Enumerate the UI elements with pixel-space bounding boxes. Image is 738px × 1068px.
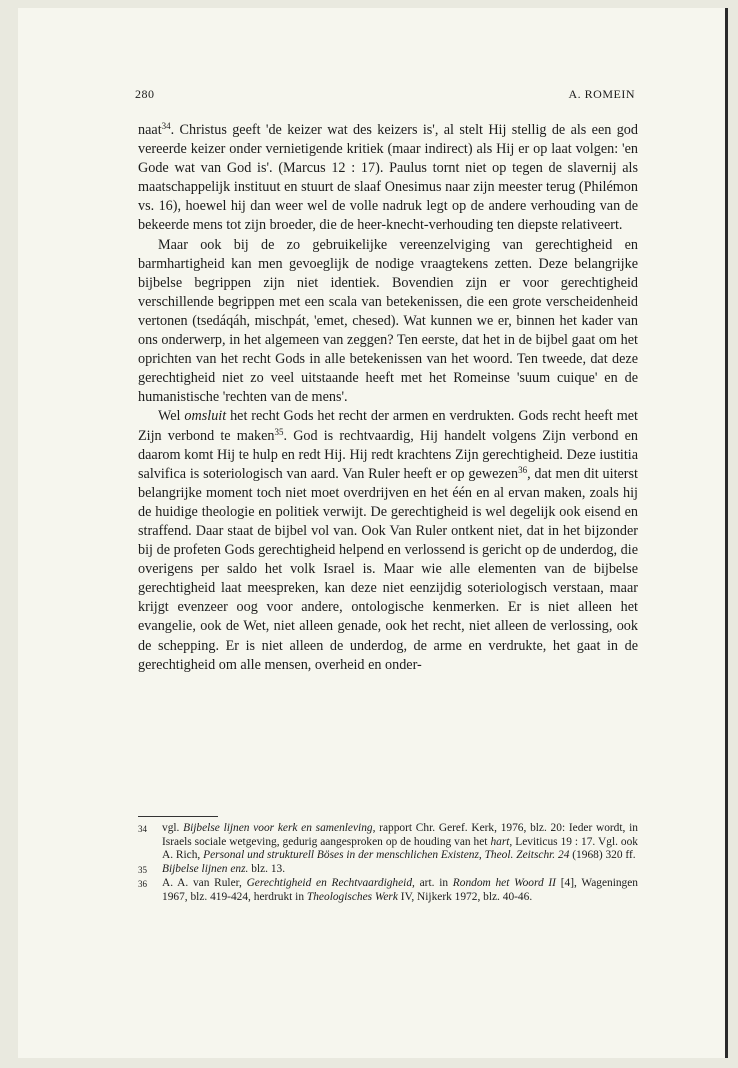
emphasis-omsluit: omsluit	[184, 408, 227, 425]
footnote-ref-34[interactable]: 34	[161, 121, 171, 131]
footnote-number: 34	[138, 824, 147, 834]
footnote-36	[138, 877, 638, 904]
footnote-text: vgl. Bijbelse lijnen voor kerk en samenleving, rapport Chr. Geref. Kerk, 1976, blz. 20: Ieder wordt, in Israels sociale wetgeving, gedurig aangesproken op de houding van het hart, Leviticus 19 : 17. Vgl. ook A. Rich, Personal und strukturell Böses in der menschlichen Existenz, Theol. Zeitschr. 24 (1968) 320 ff.	[162, 822, 638, 862]
paragraph-1: naat$^{34}$. Christus geeft 'de keizer wat des keizers is', al stelt Hij stellig de als een god vereerde keizer onder vernietigende kritiek (maar indirect) als Hij er op laat volgen: 'en Gode wat van God is'. (Marcus 12 : 17). Paulus tornt niet op tegen de slavernij als maatschappelijk instituut en stuurt de slaaf Onesimus naar zijn meester terug (Philémon vs. 16), hoewel hij dan weer wel de volle nadruk legt op de andere verhouding van de bekeerde mens tot zijn broeder, die de heer-knecht-verhouding ten diepste relativeert.	[138, 121, 638, 234]
footnote-ref-35[interactable]: 35	[274, 426, 284, 437]
footnote-number: 36	[138, 879, 147, 890]
footnote-divider	[138, 816, 218, 817]
footnote-ref-36[interactable]: 36	[518, 464, 528, 475]
footnote-35	[138, 863, 638, 878]
running-head-author: A. ROMEIN	[568, 87, 635, 101]
footnote-text: Bijbelse lijnen enz. blz. 13.	[162, 862, 286, 875]
body-text	[138, 121, 638, 675]
page-number: 280	[135, 87, 155, 101]
footnote-number: 35	[138, 864, 147, 875]
footnote-34	[138, 822, 638, 863]
running-header	[135, 87, 635, 102]
paragraph-3: Wel omsluit het recht Gods het recht der armen en verdrukten. Gods recht heeft met Zijn verbond te maken$^{35}$. God is rechtvaardig, Hij handelt volgens Zijn verbond en daarom komt Hij te hulp en redt Hij. Hij redt krachtens Zijn gerechtigheid. Deze iustitia salvifica is soteriologisch van aard. Van Ruler heeft er op gewezen$^{36}$, dat men dit uiterst belangrijke moment toch niet moet overdrijven en het één en al ervan maken, zoals hij de huidige theologie en politiek verwijt. De gerechtigheid is wel degelijk ook eisend en straffend. Daar staat de bijbel vol van. Ook Van Ruler ontkent niet, dat in het bijzonder bij de profeten Gods gerechtigheid helpend en verlossend is gericht op de underdog, die overigens per saldo het volk Israel is. Maar wie alle elementen van de bijbelse gerechtigheid laat meespreken, kan deze niet eenzijdig soteriologisch verstaan, maar krijgt evenzeer oog voor andere, ontologische kenmerken. Er is niet alleen het evangelie, ook de Wet, niet alleen genade, ook het recht, niet alleen de verlossing, ook de schepping. Er is niet alleen de underdog, de arme en verdrukte, het gaat in de gerechtigheid om alle mensen, overheid en onder-	[138, 408, 638, 673]
footnote-text: A. A. van Ruler, Gerechtigheid en Rechtvaardigheid, art. in Rondom het Woord II [4], Wageningen 1967, blz. 419-424, herdrukt in Theologisches Werk IV, Nijkerk 1972, blz. 40-46.	[162, 877, 638, 903]
paragraph-2: Maar ook bij de zo gebruikelijke vereenzelviging van gerechtigheid en barmhartigheid kan men gevoeglijk de nodige vraagtekens zetten. Deze belangrijke bijbelse begrippen zijn niet identiek. Bovendien zijn er voor gerechtigheid verschillende begrippen met een scala van betekenissen, die een grote verscheidenheid vertonen (tsedáqáh, mischpát, 'emet, chesed). Wat kunnen we er, binnen het kader van ons onderwerp, in het algemeen van zeggen? Ten eerste, dat het in de bijbel gaat om het oprichten van het recht Gods in alle betekenissen van het woord. Ten tweede, dat deze gerechtigheid niet zo veel uitstaande heeft met het Romeinse 'suum cuique' en de humanistische 'rechten van de mens'.	[138, 236, 638, 406]
footnotes	[138, 822, 638, 905]
